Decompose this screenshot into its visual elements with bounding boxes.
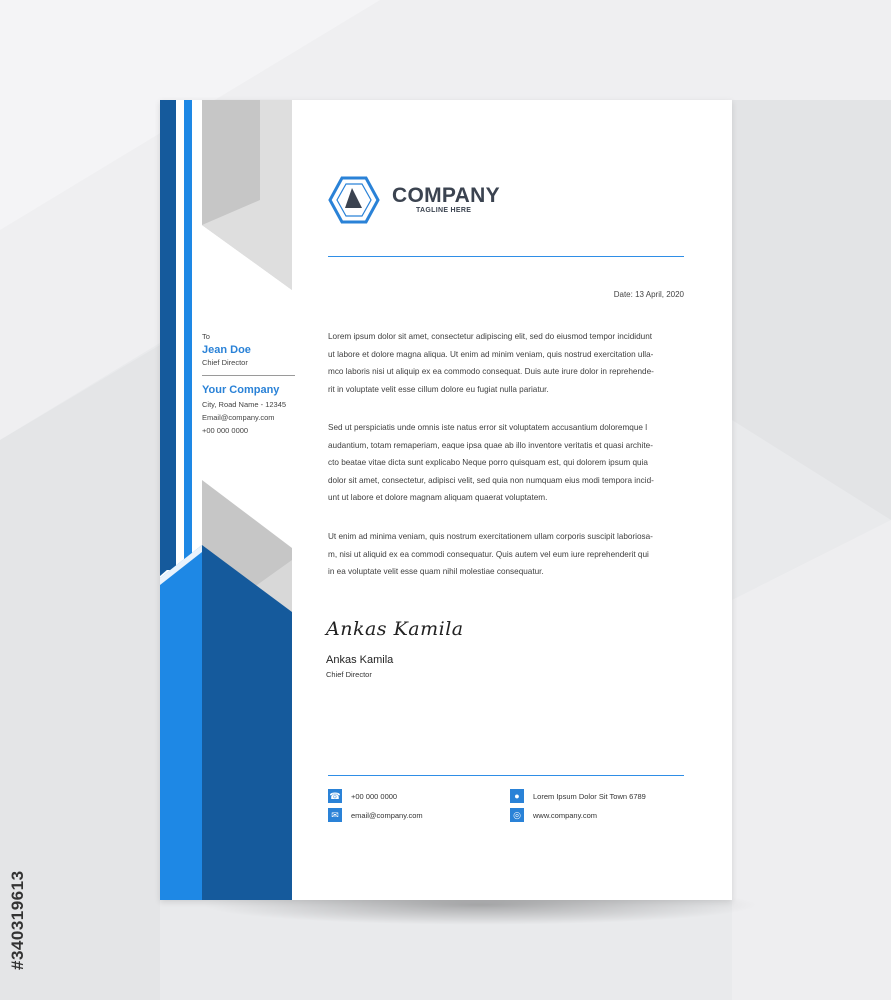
paragraph-line: mco laboris nisi ut aliquip ex ea commodo consequat. Duis aute irure dolor in reprehende- — [328, 367, 654, 376]
paragraph-line: in ea voluptate velit esse quam nihil molestiae consequatur. — [328, 567, 544, 576]
sender-phone: +00 000 0000 — [202, 426, 249, 435]
stock-id-label: #340319613 — [8, 870, 27, 970]
sender-email: Email@company.com — [202, 413, 275, 422]
sender-address: City, Road Name - 12345 — [202, 400, 287, 409]
paragraph-line: cto beatae vitae dicta sunt explicabo Neque porro quisquam est, qui dolorem ipsum quia — [328, 458, 648, 467]
paragraph-line: ut labore et dolore magna aliqua. Ut enim ad minim veniam, quis nostrud exercitation ulla- — [328, 349, 654, 359]
footer-email-text: email@company.com — [351, 810, 423, 820]
letter-date: Date: 13 April, 2020 — [613, 290, 684, 299]
paragraph-line: m, nisi ut aliquid ex ea commodi consequatur. Quis autem vel eum iure reprehenderit qui — [328, 549, 649, 559]
sidebar-decoration — [160, 100, 292, 900]
email-icon: ✉ — [328, 808, 342, 822]
handwritten-signature: Ankas Kamila — [326, 618, 464, 640]
body-paragraph-3 — [328, 528, 688, 581]
paragraph-line: Sed ut perspiciatis unde omnis iste natus error sit voluptatem accusantium doloremque l — [328, 423, 648, 432]
hexagon-logo-icon — [328, 176, 380, 224]
footer-divider — [328, 775, 684, 776]
sender-block — [202, 384, 286, 435]
company-name: COMPANY — [392, 184, 500, 207]
header-divider — [328, 256, 684, 257]
globe-icon: ◎ — [510, 808, 524, 822]
footer-website — [510, 808, 597, 822]
company-tagline: TAGLINE HERE — [416, 207, 472, 214]
location-pin-icon: ● — [510, 789, 524, 803]
paragraph-line: audantium, totam remaperiam, eaque ipsa quae ab illo inventore veritatis et quasi archite- — [328, 440, 653, 450]
footer-email — [328, 808, 423, 822]
recipient-title: Chief Director — [202, 358, 248, 367]
signer-title: Chief Director — [326, 670, 372, 679]
footer-address-text: Lorem Ipsum Dolor Sit Town 6789 — [533, 791, 646, 801]
footer-phone — [328, 789, 397, 803]
recipient-name: Jean Doe — [202, 344, 251, 356]
footer-address — [510, 789, 646, 803]
sender-company: Your Company — [202, 384, 280, 396]
paragraph-line: Ut enim ad minima veniam, quis nostrum exercitationem ullam corporis suscipit laboriosa- — [328, 532, 653, 541]
letterhead-page — [160, 100, 732, 900]
to-label: To — [202, 332, 210, 341]
signer-name: Ankas Kamila — [326, 654, 394, 666]
recipient-divider — [202, 375, 295, 376]
footer-website-text: www.company.com — [533, 810, 598, 820]
footer-phone-text: +00 000 0000 — [351, 791, 398, 801]
recipient-block — [202, 332, 251, 367]
paragraph-line: dolor sit amet, consectetur, adipisci velit, sed quia non numquam eius modi tempora incid- — [328, 475, 654, 485]
body-paragraph-2 — [328, 419, 688, 507]
phone-icon: ☎ — [328, 789, 342, 803]
body-paragraph-1 — [328, 328, 688, 398]
paragraph-line: unt ut labore et dolore magnam aliquam quaerat voluptatem. — [328, 493, 548, 502]
paragraph-line: Lorem ipsum dolor sit amet, consectetur adipiscing elit, sed do eiusmod tempor incididunt — [328, 332, 653, 341]
paragraph-line: rit in voluptate velit esse cillum dolore eu fugiat nulla pariatur. — [328, 384, 549, 394]
